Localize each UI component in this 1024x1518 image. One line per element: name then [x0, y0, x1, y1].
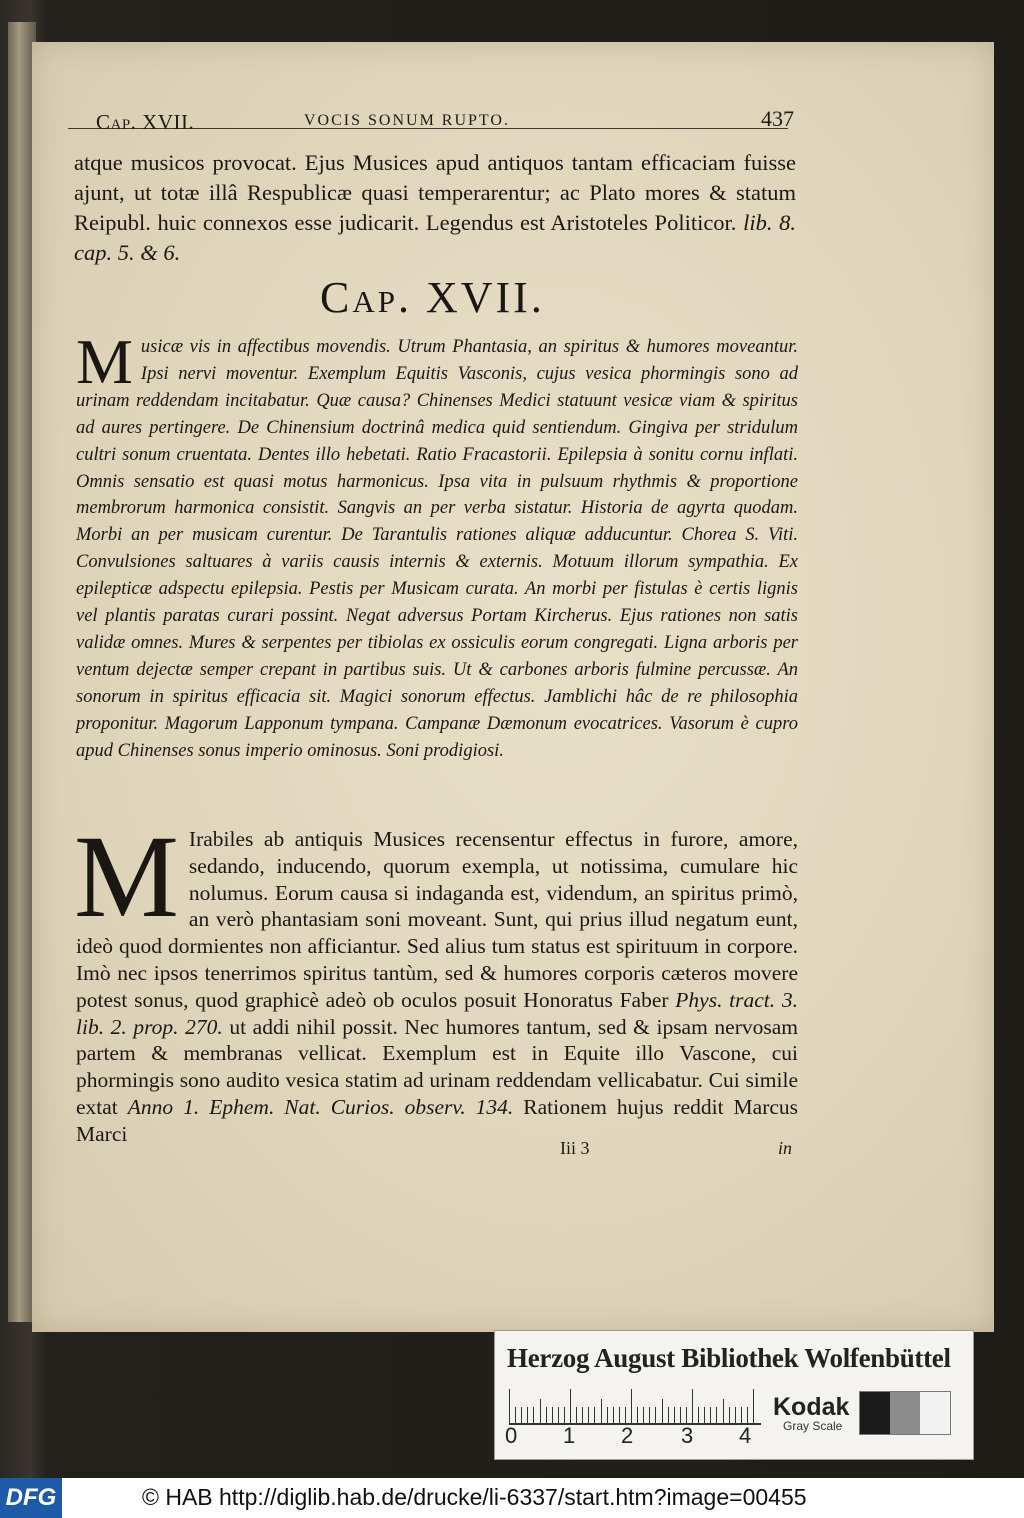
ruler-number-3: 3 [681, 1423, 694, 1448]
ruler-tick [704, 1407, 705, 1423]
ruler-number-0: 0 [505, 1423, 518, 1448]
ruler-number-1: 1 [563, 1423, 576, 1448]
ruler-tick [692, 1389, 693, 1423]
chapter-heading: Cap. XVII. [320, 273, 545, 322]
ruler-tick [668, 1407, 669, 1423]
ruler-tick [631, 1389, 632, 1423]
ruler-tick [582, 1407, 583, 1423]
ruler-tick [540, 1399, 541, 1423]
ruler-tick [674, 1407, 675, 1423]
body-citation-2: Anno 1. Ephem. Nat. Curios. observ. 134. [127, 1094, 514, 1119]
dfg-logo[interactable]: DFG [0, 1478, 62, 1518]
copyright-link[interactable]: © HAB http://diglib.hab.de/drucke/li-6337/start.htm?image=00455 [142, 1484, 807, 1510]
ruler-tick [607, 1407, 608, 1423]
catchword: in [778, 1138, 793, 1158]
ruler-tick [527, 1407, 528, 1423]
summary-text: usicæ vis in affectibus movendis. Utrum Phantasia, an spiritus & humores moveantur. Ipsi nervi moventur. Exemplum Equitis Vasconis, cujus vesica phormingis sono ad urinam reddendam incitabatur. Quæ causa? Chinenses Medici statuunt vesicæ viam & spiritus ad aures pertingere. De Chinensium doctrinâ medica quid sentiendum. Gingiva per stridulum cultri sonum cruentata. Dentes illo hebetati. Ratio Fracastorii. Epilepsia à sonitu cornu inflati. Omnis sensatio est quasi motus harmonicus. Ipsa vita in pulsuum rhythmis & proportione membrorum harmonica consistit. Sangvis an per verba sistatur. Historia de agyrta quodam. Morbi an per musicam curentur. De Tarantulis rationes aliquæ adducuntur. Chorea S. Viti. Convulsiones saltuares à variis causis internis & externis. Motuum illorum sympathia. Ex epilepticæ adspectu epilepsia. Pestis per Musicam curata. An morbi per fistulas è certis lignis vel plantis paratas curari possint. Negat adversus Portam Kircherus. Ejus rationes non satis validæ omnes. Mures & serpentes per tibiolas ex ossiculis eorum congregati. Ligna arboris per ventum dejectæ semper crepant in partibus suis. Ut & carbones arboris fulmine percussæ. An sonorum in spiritus efficacia sit. Magici sonorum effectus. Jamblichi hâc de re philosophia proponitur. Magorum Lapponum tympana. Campanæ Dæmonum evocatrices. Vasorum è cupro apud Chinenses sonus imperio ominosus. Soni prodigiosi. [76, 337, 798, 761]
body-text-part1: Irabiles ab antiquis Musices recensentur effectus in furore, amore, sedando, inducendo, quorum exempla, ut notissima, cumulare hic nolumus. Eorum causa si indaganda est, videndum, an spiritus primò, an verò phantasiam soni moveant. Sunt, qui prius illud negatum eunt, ideò quod dormientes non afficiantur. Sed alius tum status est spirituum in corpore. Imò nec ipsos tenerrimos spiritus tantùm, sed & humores corporis cæteros movere potest sonus, quod graphicè adeò ob oculos posuit Honoratus Faber [76, 827, 798, 1012]
ruler-tick [619, 1407, 620, 1423]
swatch-light [920, 1392, 950, 1434]
ruler-tick [735, 1407, 736, 1423]
ruler-tick [716, 1407, 717, 1423]
ruler-tick [546, 1407, 547, 1423]
opening-paragraph-text: atque musicos provocat. Ejus Musices apud antiquos tantam efficaciam fuisse ajunt, ut totæ illâ Respublicæ quasi temperarentur; ac Plato mores & statum Reipubl. huic connexos esse judicarit. Legendus est Aristoteles Politicor. [74, 150, 796, 235]
ruler-tick [570, 1389, 571, 1423]
swatch-dark [860, 1392, 890, 1434]
gray-scale-label: Gray Scale [783, 1419, 843, 1433]
ruler-tick [741, 1407, 742, 1423]
ruler-tick [662, 1399, 663, 1423]
body-initial: M [74, 811, 179, 942]
chapter-summary [76, 326, 798, 765]
ruler-tick [686, 1407, 687, 1423]
ruler-tick [601, 1399, 602, 1423]
kodak-brand: Kodak [773, 1393, 850, 1421]
scale-ruler [509, 1387, 761, 1425]
body-citation-1: Phys. tract. 3. lib. 2. prop. 270. [76, 987, 799, 1039]
body-text-part2: ut addi nihil possit. Nec humores tantum, sed & ipsam nervosam partem & membranas vellicat. Exemplum est in Equite illo Vascone, cui phormingis sono audito vesica statim ad urinam reddendam vellicabatur. Cui simile extat [76, 1014, 798, 1119]
running-head-chapter: Cap. XVII. [96, 110, 195, 134]
ruler-tick [637, 1407, 638, 1423]
ruler-tick [515, 1407, 516, 1423]
opening-paragraph-citation: lib. 8. cap. 5. & 6. [74, 210, 796, 265]
library-name: Herzog August Bibliothek Wolfenbüttel [507, 1343, 951, 1373]
ruler-tick [680, 1407, 681, 1423]
ruler-tick [643, 1407, 644, 1423]
signature-mark: Iii 3 [560, 1138, 590, 1158]
ruler-tick [625, 1407, 626, 1423]
ruler-number-2: 2 [621, 1423, 634, 1448]
ruler-tick [564, 1407, 565, 1423]
running-head [68, 88, 794, 134]
ruler-tick [710, 1407, 711, 1423]
ruler-tick [533, 1407, 534, 1423]
running-head-title: VOCIS SONUM RUPTO. [304, 112, 510, 129]
ruler-tick [723, 1399, 724, 1423]
ruler-tick [558, 1407, 559, 1423]
ruler-tick [509, 1389, 510, 1423]
swatch-mid [890, 1392, 920, 1434]
ruler-tick [649, 1407, 650, 1423]
body-text-part3: Rationem hujus reddit Marcus Marci [76, 1094, 799, 1146]
ruler-number-4: 4 [739, 1423, 752, 1448]
ruler-tick [698, 1407, 699, 1423]
ruler-tick [594, 1407, 595, 1423]
ruler-tick [552, 1407, 553, 1423]
ruler-tick [655, 1407, 656, 1423]
ruler-tick [521, 1407, 522, 1423]
viewer-footer [0, 1478, 1024, 1518]
ruler-tick [747, 1407, 748, 1423]
library-label [494, 1330, 974, 1460]
gray-swatches [859, 1391, 951, 1435]
ruler-tick [613, 1407, 614, 1423]
ruler-tick [729, 1407, 730, 1423]
body-paragraph [74, 811, 799, 1148]
ruler-tick [753, 1389, 754, 1423]
summary-initial: M [76, 326, 133, 397]
ruler-tick [576, 1407, 577, 1423]
ruler-tick [588, 1407, 589, 1423]
page-number: 437 [761, 106, 794, 131]
opening-paragraph [74, 148, 796, 268]
